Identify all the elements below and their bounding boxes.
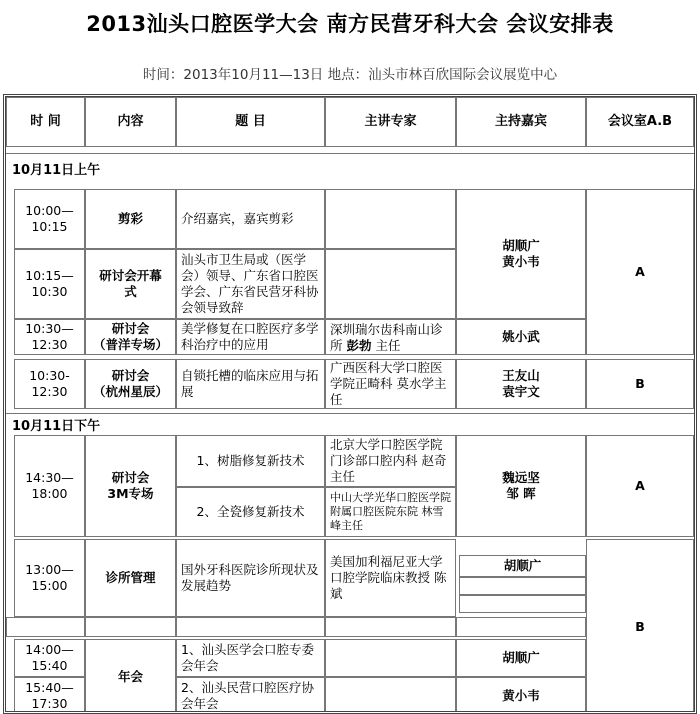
header-speaker: 主讲专家 bbox=[325, 97, 456, 147]
host-cell: 胡顺广 bbox=[456, 639, 586, 677]
topic-cell: 汕头市卫生局或（医学会）领导、广东省口腔医学会、广东省民营牙科协会领导致辞 bbox=[176, 249, 325, 319]
topic-cell: 介绍嘉宾，嘉宾剪彩 bbox=[176, 189, 325, 249]
host-cell: 黄小韦 bbox=[456, 677, 586, 714]
speaker-cell bbox=[325, 189, 456, 249]
time-cell: 13:00— 15:00 bbox=[14, 539, 85, 617]
time-cell: 10:30- 12:30 bbox=[14, 359, 85, 409]
content-cell: 研讨会 （普洋专场） bbox=[85, 319, 176, 355]
empty-cell bbox=[456, 617, 586, 637]
speaker-cell bbox=[325, 249, 456, 319]
topic-cell: 2、全瓷修复新技术 bbox=[176, 487, 325, 537]
empty-cell bbox=[459, 577, 586, 595]
room-cell: A bbox=[586, 189, 694, 355]
speaker-cell bbox=[325, 677, 456, 714]
content-cell: 研讨会 3M专场 bbox=[85, 435, 176, 537]
time-cell: 10:15— 10:30 bbox=[14, 249, 85, 319]
room-cell: B bbox=[586, 359, 694, 409]
meeting-info: 时间：2013年10月11—13日 地点：汕头市林百欣国际会议展览中心 bbox=[142, 67, 558, 83]
room-cell: A bbox=[586, 435, 694, 537]
room-cell: B bbox=[586, 539, 694, 714]
host-cell: 胡顺广 黄小韦 bbox=[456, 189, 586, 319]
content-cell: 研讨会开幕 式 bbox=[85, 249, 176, 319]
content-cell: 年会 bbox=[85, 639, 176, 714]
header-time: 时 间 bbox=[6, 97, 85, 147]
page-title: 2013汕头口腔医学大会 南方民营牙科大会 会议安排表 bbox=[86, 12, 614, 36]
header-topic: 题 目 bbox=[176, 97, 325, 147]
host-cell: 姚小武 bbox=[456, 319, 586, 355]
section-morning: 10月11日上午 bbox=[6, 153, 694, 183]
section-afternoon: 10月11日下午 bbox=[6, 413, 694, 435]
speaker-org: 深圳瑞尔齿科南山诊所 bbox=[330, 322, 443, 353]
empty-cell bbox=[459, 595, 586, 613]
speaker-cell: 中山大学光华口腔医学院附属口腔医院东院 林雪峰主任 bbox=[325, 487, 456, 537]
speaker-cell: 北京大学口腔医学院门诊部口腔内科 赵奇 主任 bbox=[325, 435, 456, 487]
speaker-cell bbox=[325, 639, 456, 677]
empty-cell bbox=[325, 617, 456, 637]
host-cell: 王友山 袁宇文 bbox=[456, 359, 586, 409]
topic-cell: 美学修复在口腔医疗多学科治疗中的应用 bbox=[176, 319, 325, 355]
speaker-cell bbox=[325, 319, 456, 355]
host-cell: 魏远坚 邹 晖 bbox=[456, 435, 586, 537]
topic-cell: 1、汕头医学会口腔专委会年会 bbox=[176, 639, 325, 677]
topic-cell: 2、汕头民营口腔医疗协会年会 bbox=[176, 677, 325, 714]
speaker-title: 主任 bbox=[371, 338, 401, 353]
time-cell: 10:30— 12:30 bbox=[14, 319, 85, 355]
topic-cell: 自锁托槽的临床应用与拓展 bbox=[176, 359, 325, 409]
header-host: 主持嘉宾 bbox=[456, 97, 586, 147]
empty-cell bbox=[85, 617, 176, 637]
content-cell: 研讨会 （杭州星辰） bbox=[85, 359, 176, 409]
header-room: 会议室A.B bbox=[586, 97, 694, 147]
empty-cell bbox=[176, 617, 325, 637]
empty-cell bbox=[6, 617, 85, 637]
topic-cell: 国外牙科医院诊所现状及发展趋势 bbox=[176, 539, 325, 617]
time-cell: 10:00— 10:15 bbox=[14, 189, 85, 249]
header-content: 内容 bbox=[85, 97, 176, 147]
time-cell: 14:30— 18:00 bbox=[14, 435, 85, 537]
content-cell: 诊所管理 bbox=[85, 539, 176, 617]
host-cell: 胡顺广 bbox=[459, 555, 586, 577]
content-cell: 剪彩 bbox=[85, 189, 176, 249]
speaker-name: 彭勃 bbox=[346, 338, 372, 353]
speaker-cell: 美国加利福尼亚大学口腔学院临床教授 陈斌 bbox=[325, 539, 456, 617]
schedule-table bbox=[3, 94, 697, 714]
time-cell: 14:00— 15:40 bbox=[14, 639, 85, 677]
speaker-cell: 广西医科大学口腔医学院正畸科 莫水学主任 bbox=[325, 359, 456, 409]
topic-cell: 1、树脂修复新技术 bbox=[176, 435, 325, 487]
time-cell: 15:40— 17:30 bbox=[14, 677, 85, 714]
